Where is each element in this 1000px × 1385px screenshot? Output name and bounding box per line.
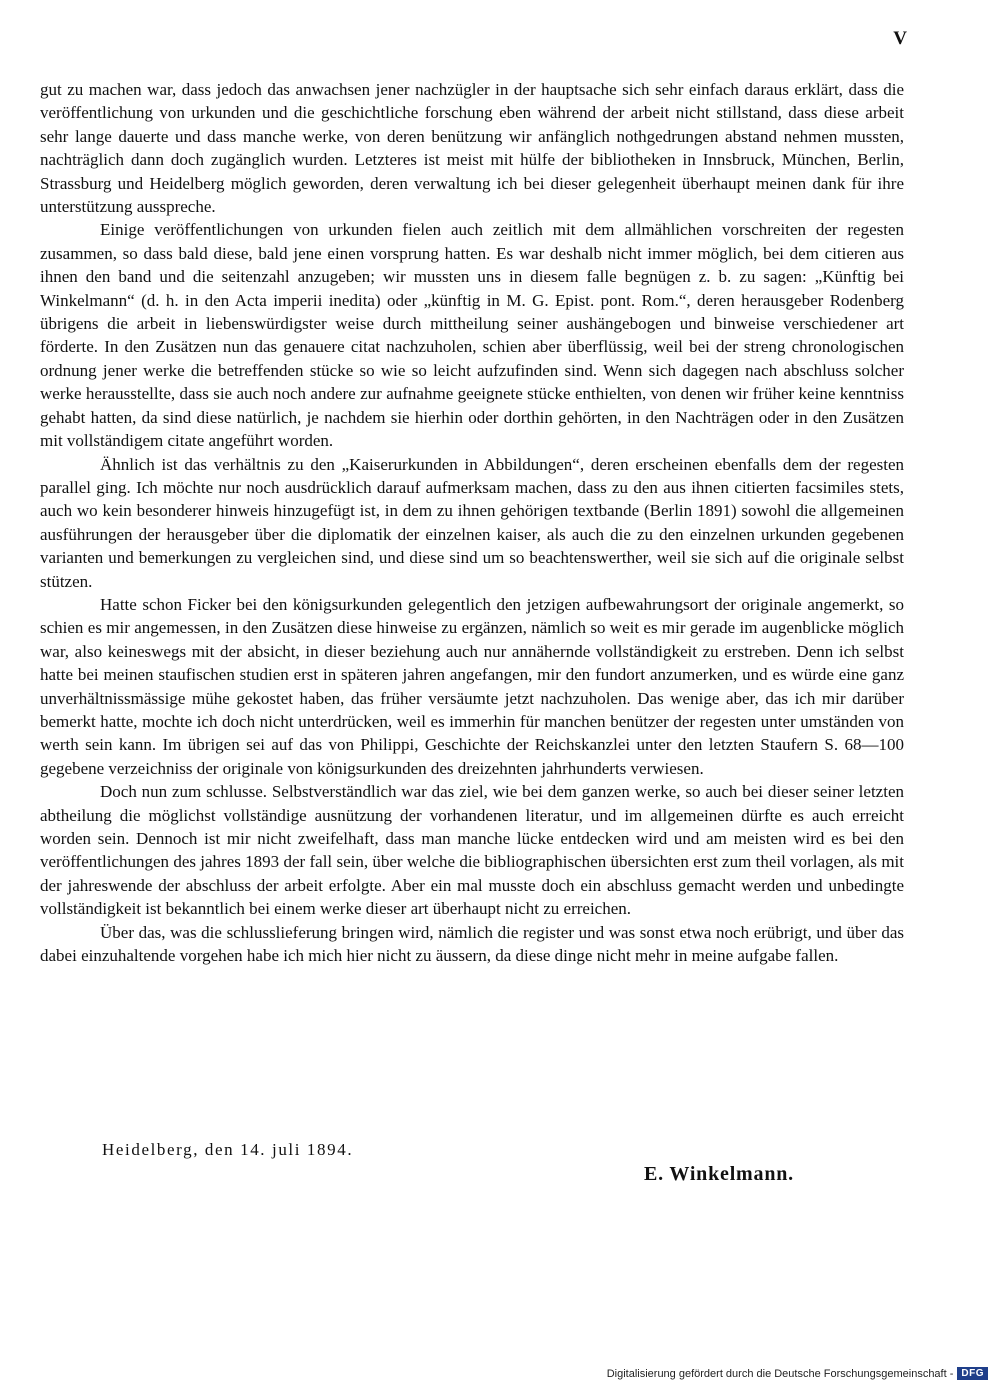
footer-credit-text: Digitalisierung gefördert durch die Deutsche Forschungsgemeinschaft - — [606, 1367, 954, 1380]
paragraph: Doch nun zum schlusse. Selbstverständlich war das ziel, wie bei dem ganzen werke, so auch bei dieser seiner letzten abtheilung die möglichst vollständige ausnützung der vorhandenen literatur, und im allgemeinen dürfte es auch erreicht worden sein. Dennoch ist mir nicht zweifelhaft, dass man manche lücke entdecken wird und am meisten wird es bei den veröffentlichungen des jahres 1893 der fall sein, über welche die bibliographischen übersichten erst zum theil vorlagen, als mit der jahreswende der abschluss der arbeit erfolgte. Aber ein mal musste doch ein abschluss gemacht werden und unbedingte vollständigkeit ist bekanntlich bei einem werke dieser art überhaupt nicht zu erreichen. — [40, 782, 904, 919]
dfg-logo-icon: DFG — [957, 1367, 988, 1380]
paragraph: Einige veröffentlichungen von urkunden fielen auch zeitlich mit dem allmählichen vorschreiten der regesten zusammen, so dass bald diese, bald jene einen vorsprung hatten. Es war deshalb nicht immer möglich, bei dem citieren aus ihnen den band und die seitenzahl anzugeben; wir mussten uns in diesem falle begnügen z. b. zu sagen: „Künftig bei Winkelmann“ (d. h. in den Acta imperii inedita) oder „künftig in M. G. Epist. pont. Rom.“, deren herausgeber Rodenberg übrigens die arbeit in liebenswürdigster weise durch mittheilung seiner aushängebogen und binweise verschiedener art förderte. In den Zusätzen nun das genauere citat nachzuholen, schien aber überflüssig, weil bei der streng chronologischen ordnung jener werke die betreffenden stücke so wie so leicht aufzufinden sind. Wenn sich dagegen nach abschluss solcher werke herausstellte, dass sie auch noch andere zur aufnahme geeignete stücke enthielten, von denen wir früher keine kenntniss gehabt hatten, da sind diese natürlich, je nachdem sie hierhin oder dorthin gehörten, in den Nachträgen oder in den Zusätzen mit vollständigem citate angeführt worden. — [40, 220, 904, 451]
body-text — [40, 78, 904, 967]
signature-name: E. Winkelmann. — [644, 1163, 794, 1185]
paragraph: gut zu machen war, dass jedoch das anwachsen jener nachzügler in der hauptsache sich sehr einfach daraus erklärt, dass die veröffentlichung von urkunden und die geschichtliche forschung eben während der arbeit nicht stillstand, dass diese arbeit sehr lange dauerte und dass manche werke, von deren benützung wir anfänglich nothgedrungen abstand nehmen mussten, nachträglich dann doch zugänglich wurden. Letzteres ist meist mit hülfe der bibliotheken in Innsbruck, München, Berlin, Strassburg und Heidelberg möglich geworden, deren verwaltung ich bei dieser gelegenheit überhaupt meinen dank für ihre unterstützung ausspreche. — [40, 80, 904, 217]
paragraph: Ähnlich ist das verhältnis zu den „Kaiserurkunden in Abbildungen“, deren erscheinen ebenfalls dem der regesten parallel ging. Ich möchte nur noch ausdrücklich darauf aufmerksam machen, dass zu den aus ihnen citierten facsimiles stets, auch wo kein besonderer hinweis hinzugefügt ist, in dem zu ihnen gehörigen textbande (Berlin 1891) sowohl die allgemeinen ausführungen der herausgeber über die diplomatik der einzelnen kaiser, als auch die zu den einzelnen urkunden gegebenen varianten und bemerkungen zu vergleichen sind, und diese sind um so beachtenswerther, weil sie sich auf die originale selbst stützen. — [40, 454, 904, 591]
paragraph: Hatte schon Ficker bei den königsurkunden gelegentlich den jetzigen aufbewahrungsort der originale angemerkt, so schien es mir angemessen, in den Zusätzen diese hinweise zu ergänzen, nämlich so weit es mir gerade im augenblicke möglich war, also keineswegs mit der absicht, in dieser beziehung auch nur annähernde vollständigkeit zu erstreben. Denn ich selbst hatte bei meinen staufischen studien erst in späteren jahren angefangen, mir den fundort anzumerken, und es würde eine ganz unverhältnissmässige mühe gekostet haben, das früher versäumte jetzt nachzuholen. Das wenige aber, das ich mir darüber bemerkt hatte, mochte ich doch nicht unterdrücken, weil es immerhin für manchen benützer der regesten unter umständen von werth sein kann. Im übrigen sei auf das von Philippi, Geschichte der Reichskanzlei unter den letzten Staufern S. 68—100 gegebene verzeichniss der originale von königsurkunden des dreizehnten jahrhunderts verwiesen. — [40, 594, 904, 778]
footer-credit — [607, 1367, 988, 1380]
paragraph: Über das, was die schlusslieferung bringen wird, nämlich die register und was sonst etwa noch erübrigt, und über das dabei einzuhaltende vorgehen habe ich mich hier nicht zu äussern, da diese dinge nicht mehr in meine aufgabe fallen. — [40, 922, 904, 966]
signature-place-date: Heidelberg, den 14. juli 1894. — [102, 1140, 354, 1159]
page-number: V — [893, 28, 908, 49]
